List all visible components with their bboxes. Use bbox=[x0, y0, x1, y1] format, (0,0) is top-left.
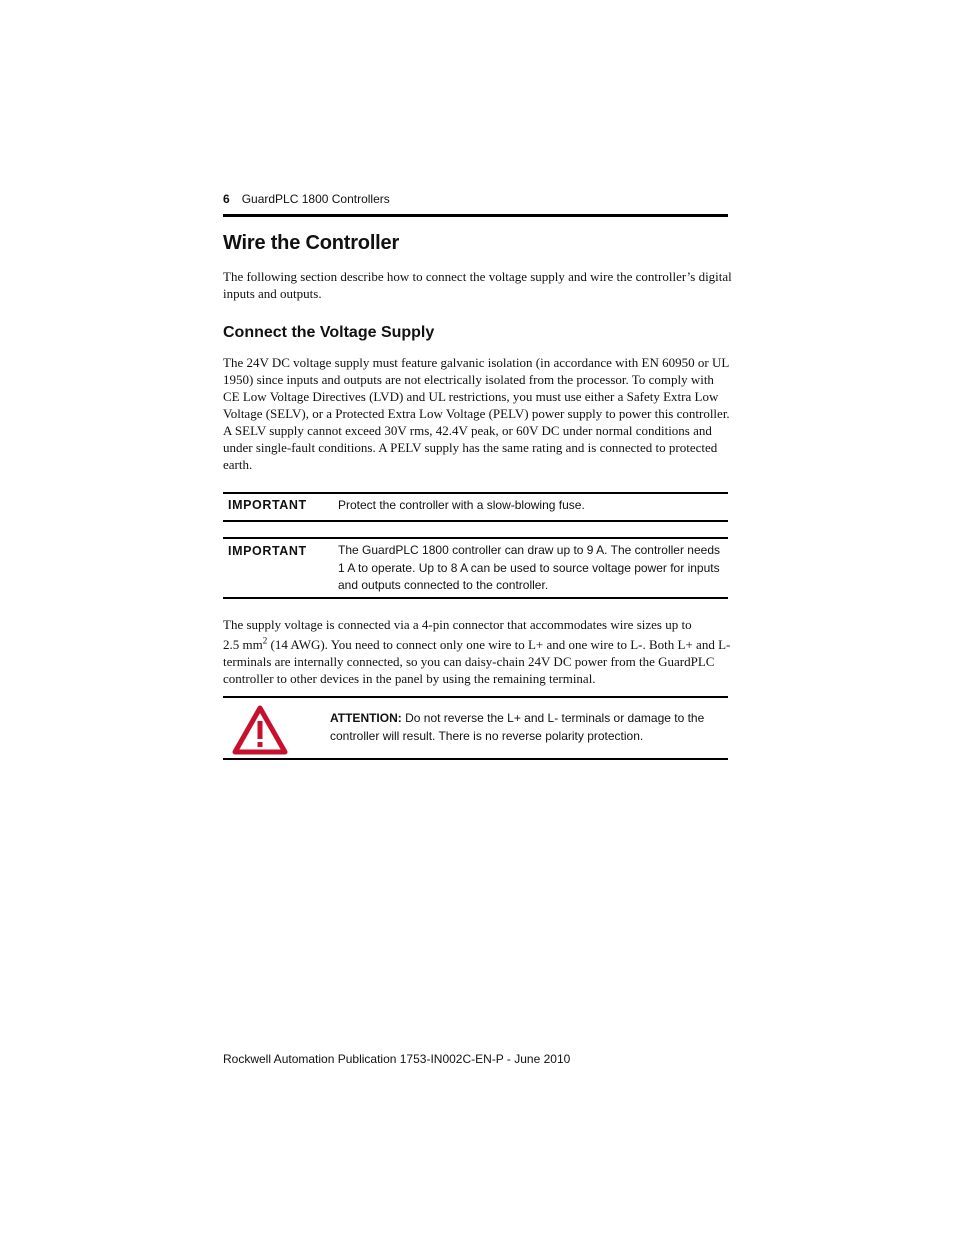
attention-text bbox=[330, 710, 725, 745]
attention-box bbox=[223, 696, 728, 760]
supply-paragraph bbox=[223, 616, 733, 687]
superscript: 2 bbox=[262, 635, 268, 646]
important-note-current bbox=[223, 537, 728, 599]
important-text: The GuardPLC 1800 controller can draw up to 9 A. The controller needs 1 A to operate. Up to 8 A can be used to source voltage power for inputs and outputs connected to the controller. bbox=[338, 543, 721, 592]
warning-triangle-icon bbox=[232, 705, 288, 755]
attention-label: ATTENTION: bbox=[330, 711, 402, 725]
important-label: IMPORTANT bbox=[228, 498, 307, 512]
important-text: Protect the controller with a slow-blowing fuse. bbox=[338, 498, 585, 512]
intro-paragraph: The following section describe how to connect the voltage supply and wire the controller’s digital inputs and outputs. bbox=[223, 269, 732, 301]
voltage-paragraph: The 24V DC voltage supply must feature galvanic isolation (in accordance with EN 60950 or UL 1950) since inputs and outputs are not electrically isolated from the processor. To comply with CE Low Voltage Directives (LVD) and UL restrictions, you must use either a Safety Extra Low Voltage (SELV), or a Protected Extra Low Voltage (PELV) power supply to power this controller. A SELV supply cannot exceed 30V rms, 42.4V peak, or 60V DC under normal conditions and under single-fault conditions. A PELV supply has the same rating and is connected to protected earth. bbox=[223, 355, 730, 472]
header-divider bbox=[223, 214, 728, 217]
page-footer: Rockwell Automation Publication 1753-IN002C-EN-P - June 2010 bbox=[223, 1052, 571, 1066]
subsection-heading: Connect the Voltage Supply bbox=[223, 324, 435, 341]
supply-text-3: (14 AWG). You need to connect only one wire to L+ and one wire to L-. Both L+ and L- terminals are internally connected, so you can daisy-chain 24V DC power from the GuardPLC controller to other devices in the panel by using the remaining terminal. bbox=[223, 637, 731, 686]
page-header bbox=[223, 192, 728, 206]
important-note-fuse bbox=[223, 492, 728, 522]
attention-message: Do not reverse the L+ and L- terminals or damage to the controller will result. There is no reverse polarity protection. bbox=[330, 711, 705, 743]
important-label: IMPORTANT bbox=[228, 544, 307, 558]
supply-text-2: 2.5 mm bbox=[223, 637, 263, 652]
page-number: 6 bbox=[223, 192, 230, 206]
section-heading: Wire the Controller bbox=[223, 232, 400, 254]
supply-text-1: The supply voltage is connected via a 4-pin connector that accommodates wire sizes up to bbox=[223, 617, 692, 632]
header-title: GuardPLC 1800 Controllers bbox=[241, 192, 390, 206]
